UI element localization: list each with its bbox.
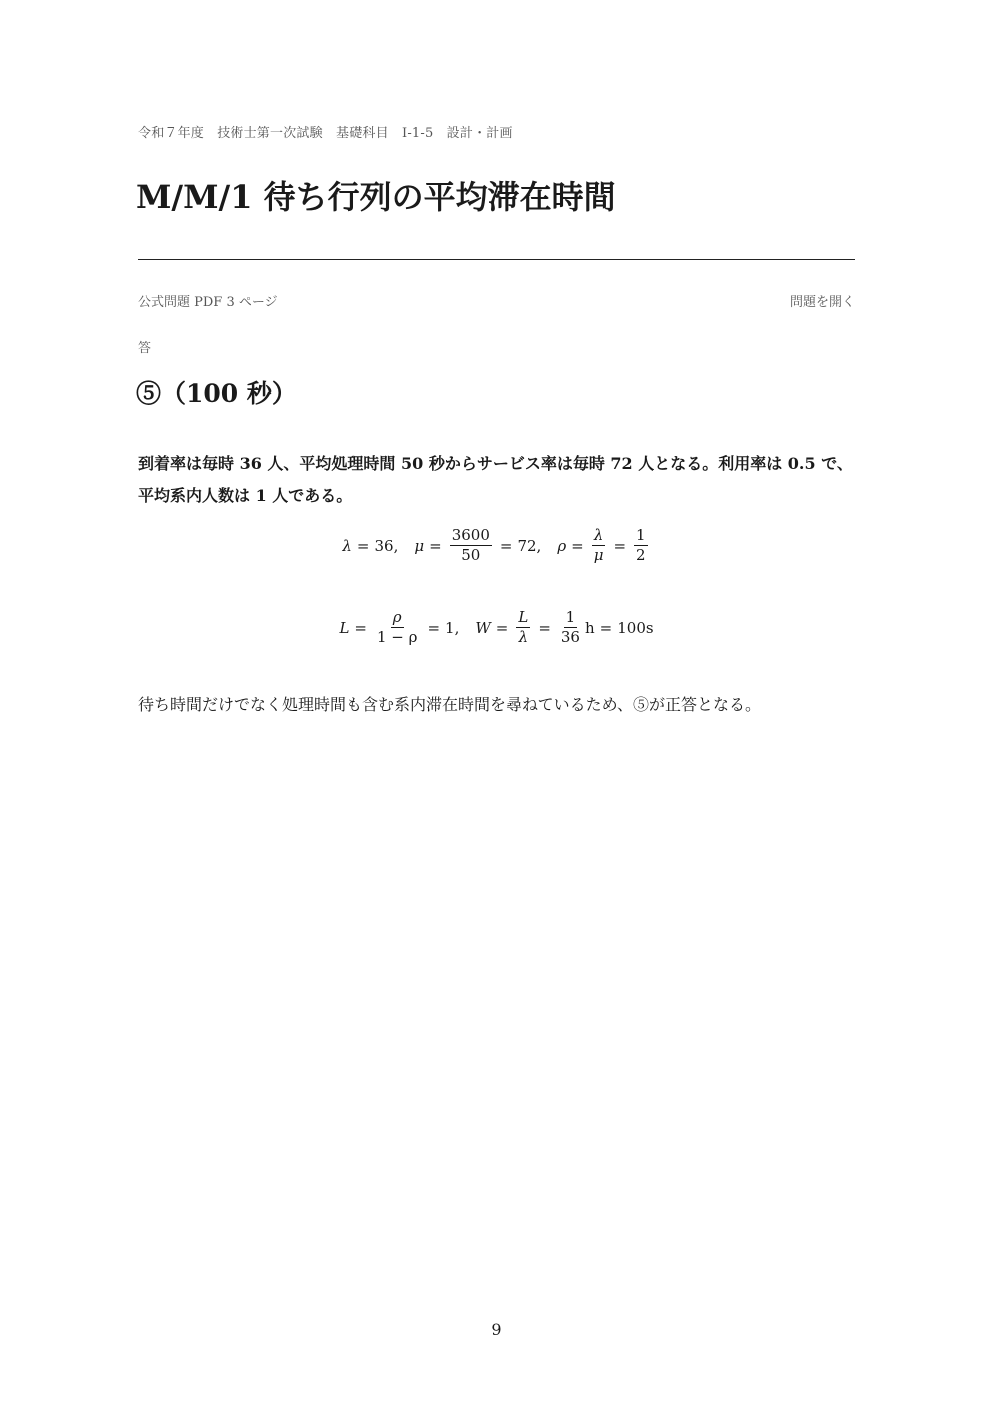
- equation-rates: λ = 36, μ = $\frac{3600}{50}$ = 72, ρ = $\frac{\lambda}{\mu}$ = $\frac{1}{2}$: [342, 526, 646, 564]
- eq-rho-value-fraction: [634, 526, 648, 565]
- answer-value: ⑤（100 秒）: [136, 379, 297, 408]
- eq-W-unit: h: [584, 618, 595, 637]
- eq-W-value-numerator: 1: [565, 608, 576, 626]
- eq-W-denominator: λ: [518, 628, 529, 646]
- eq-mu-numerator: 3600: [451, 526, 490, 544]
- running-head: 令和７年度 技術士第一次試験 基礎科目 I-1-5 設計・計画: [138, 126, 513, 141]
- eq-W-value: 100s: [617, 618, 654, 637]
- eq-L-numerator: ρ: [392, 608, 402, 626]
- open-problem-link[interactable]: 問題を開く: [789, 295, 855, 310]
- eq-rho-value-numerator: 1: [636, 526, 646, 544]
- eq-mu-denominator: 50: [461, 546, 481, 564]
- eq-L-value: 1,: [445, 618, 460, 637]
- eq-rho-denominator: μ: [593, 546, 604, 564]
- eq-W-value-denominator: 36: [560, 628, 580, 646]
- eq-rho-numerator: λ: [593, 526, 604, 544]
- eq-W-fraction: [516, 608, 530, 647]
- eq-mu-fraction: [450, 526, 492, 565]
- eq-rho-fraction: [592, 526, 606, 565]
- title-divider: [138, 259, 855, 260]
- equation-littles-law: L = $\frac{\rho}{1 - \rho}$ = 1, W = $\frac{L}{\lambda}$ = $\frac{1}{36}$ h = 100s: [339, 608, 654, 646]
- eq-mu-symbol: μ: [414, 536, 425, 555]
- eq-L-denominator: 1 − ρ: [376, 628, 418, 646]
- eq-W-numerator: L: [518, 608, 529, 626]
- source-reference: 公式問題 PDF 3 ページ: [138, 295, 278, 310]
- answer-label: 答: [138, 341, 152, 356]
- eq-lambda-symbol: λ: [342, 536, 352, 555]
- eq-L-fraction: [375, 608, 419, 647]
- page-number: 9: [491, 1320, 502, 1339]
- eq-rho-value-denominator: 2: [636, 546, 646, 564]
- summary-paragraph: 到着率は毎時 36 人、平均処理時間 50 秒からサービス率は毎時 72 人となる。利用率は 0.5 で、平均系内人数は 1 人である。: [138, 454, 853, 505]
- eq-L-symbol: L: [339, 618, 350, 637]
- eq-mu-value: 72,: [517, 536, 542, 555]
- closing-paragraph: 待ち時間だけでなく処理時間も含む系内滞在時間を尋ねているため、⑤が正答となる。: [138, 695, 761, 714]
- eq-rho-symbol: ρ: [557, 536, 567, 555]
- eq-lambda-value: 36,: [374, 536, 399, 555]
- eq-W-value-fraction: [559, 608, 582, 647]
- eq-W-symbol: W: [475, 618, 491, 637]
- page-title: M/M/1 待ち行列の平均滞在時間: [136, 178, 616, 216]
